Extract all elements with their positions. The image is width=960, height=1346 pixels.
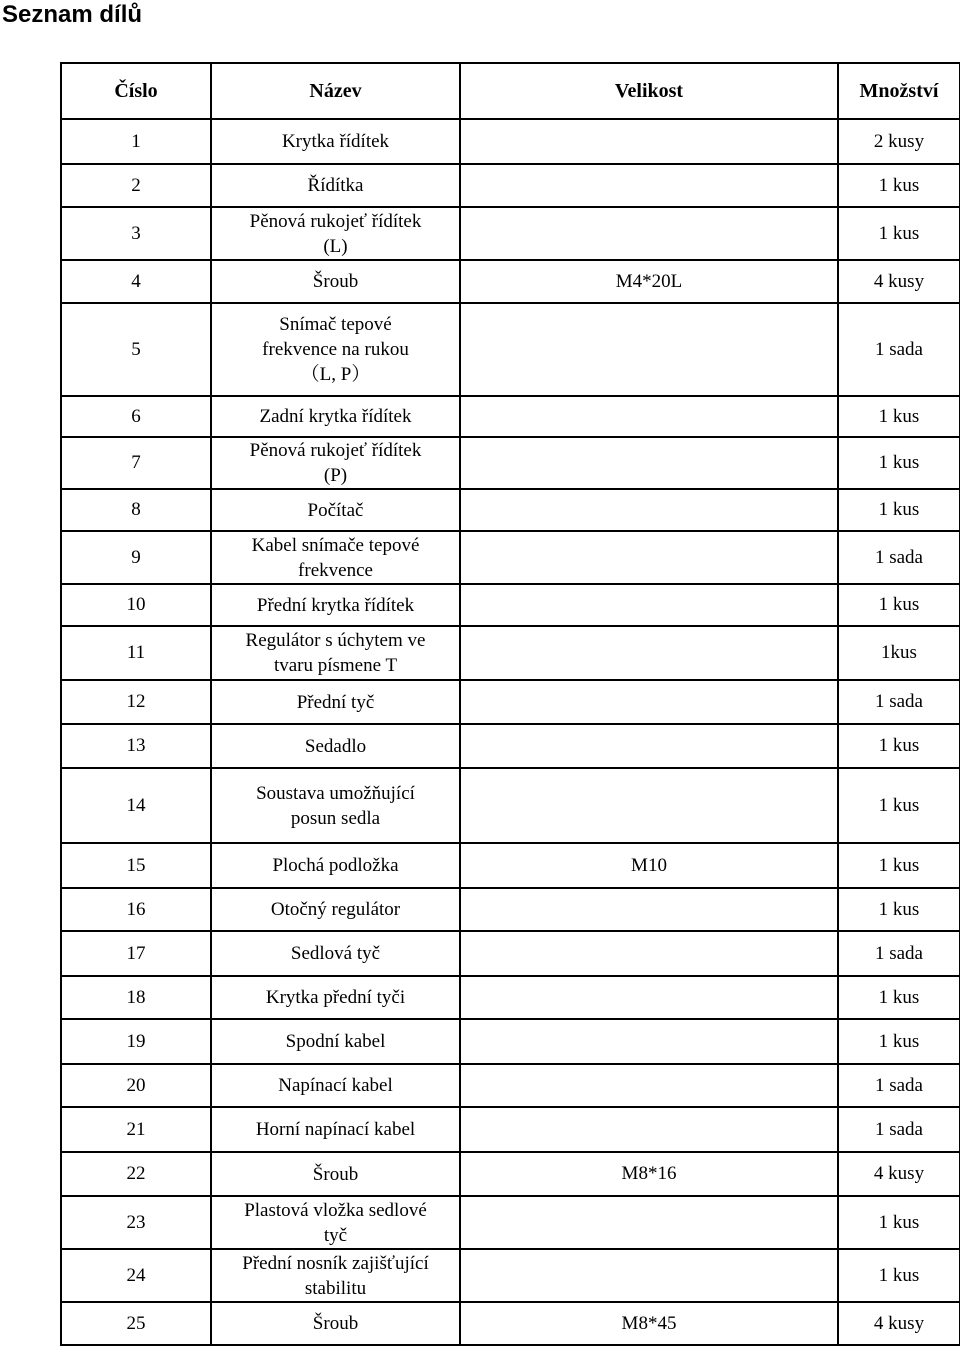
part-number-text: 16 — [126, 898, 146, 920]
header-name: Název — [211, 63, 460, 119]
part-quantity-text: 1 kus — [878, 405, 920, 427]
part-number-text: 3 — [131, 222, 141, 244]
part-name-text: Pěnová rukojeť řídítek (L) — [249, 210, 422, 257]
part-size-cell — [460, 531, 838, 584]
part-size-cell — [460, 888, 838, 931]
part-size-cell — [460, 119, 838, 164]
table-row — [61, 1196, 960, 1249]
part-size-cell — [460, 489, 838, 531]
part-name-text: Horní napínací kabel — [255, 1119, 416, 1140]
part-number-text: 22 — [126, 1163, 146, 1184]
part-number-cell — [61, 843, 211, 888]
part-number-text: 18 — [126, 986, 146, 1008]
part-quantity-text: 1 sada — [874, 691, 923, 712]
part-quantity-cell — [838, 931, 960, 976]
part-size-cell — [460, 1107, 838, 1152]
part-quantity-cell — [838, 1249, 960, 1302]
part-quantity-text: 1 kus — [878, 986, 920, 1008]
part-size-cell — [460, 626, 838, 680]
part-size-cell — [460, 680, 838, 724]
part-number-cell — [61, 1107, 211, 1152]
part-number-text: 21 — [126, 1118, 146, 1140]
part-quantity-cell — [838, 768, 960, 843]
part-name-cell — [211, 1064, 460, 1107]
part-number-text: 1 — [131, 130, 141, 152]
part-number-cell — [61, 724, 211, 768]
part-name-cell — [211, 119, 460, 164]
part-quantity-text: 1 kus — [878, 452, 920, 473]
part-number-cell — [61, 1019, 211, 1064]
part-number-cell — [61, 1196, 211, 1249]
table-row — [61, 768, 960, 843]
part-quantity-text: 1 sada — [874, 1074, 923, 1096]
part-number-cell — [61, 437, 211, 489]
part-quantity-text: 1 kus — [878, 735, 920, 756]
part-name-text: Sedadlo — [304, 735, 367, 757]
part-number-cell — [61, 396, 211, 437]
part-quantity-cell — [838, 303, 960, 396]
part-quantity-text: 1 kus — [878, 1264, 920, 1286]
part-number-text: 25 — [126, 1312, 146, 1334]
part-name-text: Napínací kabel — [278, 1075, 393, 1096]
part-number-text: 6 — [131, 405, 141, 427]
table-row — [61, 1019, 960, 1064]
part-quantity-cell — [838, 724, 960, 768]
part-name-text: Kabel snímače tepové frekvence — [251, 534, 420, 581]
part-name-text: Zadní krytka řídítek — [259, 406, 412, 427]
part-number-text: 12 — [126, 691, 146, 712]
part-size-cell — [460, 1302, 838, 1345]
part-name-text: Plastová vložka sedlové tyč — [244, 1199, 427, 1246]
part-number-cell — [61, 1249, 211, 1302]
part-number-text: 13 — [126, 735, 146, 756]
part-size-cell — [460, 1019, 838, 1064]
part-quantity-text: 1 sada — [874, 1118, 923, 1140]
part-quantity-cell — [838, 531, 960, 584]
header-row — [61, 63, 960, 119]
part-number-text: 19 — [126, 1030, 146, 1052]
part-name-text: Šroub — [312, 1313, 359, 1334]
part-quantity-cell — [838, 888, 960, 931]
part-size-cell — [460, 437, 838, 489]
part-size-text: M8*16 — [621, 1163, 677, 1184]
part-quantity-cell — [838, 626, 960, 680]
table-row — [61, 584, 960, 626]
parts-table — [60, 62, 960, 1346]
part-name-text: Šroub — [312, 271, 359, 292]
header-quantity: Množství — [838, 63, 960, 119]
table-row — [61, 976, 960, 1019]
part-name-text: Krytka přední tyči — [265, 987, 406, 1008]
part-name-cell — [211, 768, 460, 843]
part-size-cell — [460, 584, 838, 626]
part-number-cell — [61, 768, 211, 843]
part-name-cell — [211, 1107, 460, 1152]
table-row — [61, 207, 960, 260]
header-size: Velikost — [460, 63, 838, 119]
part-number-cell — [61, 976, 211, 1019]
table-row — [61, 1249, 960, 1302]
part-number-text: 7 — [131, 452, 141, 473]
part-quantity-text: 4 kusy — [873, 1163, 925, 1184]
part-quantity-text: 1 kus — [878, 898, 920, 920]
part-name-text: Počítač — [307, 499, 364, 521]
part-name-text: Šroub — [312, 1163, 359, 1185]
part-name-text: Snímač tepové frekvence na rukou （L, P） — [262, 314, 409, 385]
part-quantity-cell — [838, 1064, 960, 1107]
part-size-cell — [460, 931, 838, 976]
part-size-cell — [460, 724, 838, 768]
part-name-cell — [211, 843, 460, 888]
table-row — [61, 843, 960, 888]
part-quantity-text: 1kus — [881, 642, 917, 663]
part-quantity-cell — [838, 1107, 960, 1152]
part-name-cell — [211, 1249, 460, 1302]
part-size-text: M4*20L — [615, 270, 683, 292]
part-number-cell — [61, 164, 211, 207]
part-quantity-text: 1 sada — [874, 942, 923, 964]
part-size-cell — [460, 303, 838, 396]
part-quantity-text: 1 kus — [878, 854, 920, 876]
table-row — [61, 119, 960, 164]
part-name-text: Přední krytka řídítek — [256, 594, 415, 616]
part-number-text: 2 — [131, 174, 141, 196]
table-row — [61, 260, 960, 303]
part-quantity-text: 1 kus — [878, 794, 920, 816]
part-name-cell — [211, 931, 460, 976]
part-quantity-text: 4 kusy — [873, 1312, 925, 1334]
part-number-text: 8 — [131, 499, 141, 520]
part-number-cell — [61, 680, 211, 724]
part-number-text: 14 — [126, 794, 146, 816]
part-name-text: Plochá podložka — [272, 855, 399, 876]
part-number-cell — [61, 1302, 211, 1345]
part-quantity-text: 4 kusy — [873, 270, 925, 292]
part-quantity-cell — [838, 976, 960, 1019]
part-number-text: 20 — [126, 1074, 146, 1096]
part-quantity-text: 1 sada — [874, 546, 923, 568]
part-quantity-text: 1 kus — [878, 174, 920, 196]
part-quantity-cell — [838, 396, 960, 437]
part-number-cell — [61, 531, 211, 584]
part-size-cell — [460, 396, 838, 437]
part-quantity-text: 1 kus — [878, 499, 920, 520]
part-name-cell — [211, 584, 460, 626]
part-quantity-cell — [838, 680, 960, 724]
part-quantity-text: 1 kus — [878, 1211, 920, 1233]
part-number-cell — [61, 931, 211, 976]
part-name-cell — [211, 888, 460, 931]
part-number-cell — [61, 626, 211, 680]
part-size-cell — [460, 1064, 838, 1107]
part-name-text: Otočný regulátor — [270, 899, 401, 920]
part-size-cell — [460, 260, 838, 303]
part-quantity-text: 1 kus — [878, 222, 920, 244]
part-number-cell — [61, 207, 211, 260]
part-number-cell — [61, 1152, 211, 1196]
part-name-text: Přední tyč — [296, 691, 375, 713]
table-row — [61, 724, 960, 768]
part-quantity-cell — [838, 164, 960, 207]
part-name-cell — [211, 489, 460, 531]
table-row — [61, 888, 960, 931]
part-name-cell — [211, 1152, 460, 1196]
part-name-text: Řídítka — [307, 175, 364, 196]
part-name-cell — [211, 626, 460, 680]
part-name-text: Krytka řídítek — [281, 131, 390, 152]
table-row — [61, 1107, 960, 1152]
part-name-text: Sedlová tyč — [290, 943, 381, 964]
part-size-cell — [460, 1152, 838, 1196]
part-name-cell — [211, 724, 460, 768]
part-quantity-cell — [838, 584, 960, 626]
table-row — [61, 626, 960, 680]
part-quantity-text: 1 sada — [874, 338, 923, 360]
part-number-text: 10 — [126, 594, 146, 615]
part-quantity-cell — [838, 1196, 960, 1249]
header-number: Číslo — [61, 63, 211, 119]
part-quantity-cell — [838, 437, 960, 489]
part-number-cell — [61, 260, 211, 303]
part-name-cell — [211, 531, 460, 584]
part-number-cell — [61, 489, 211, 531]
part-quantity-cell — [838, 1152, 960, 1196]
part-number-text: 4 — [131, 270, 141, 292]
part-quantity-text: 2 kusy — [873, 130, 925, 152]
part-number-cell — [61, 584, 211, 626]
part-quantity-cell — [838, 1302, 960, 1345]
part-number-cell — [61, 303, 211, 396]
part-number-text: 24 — [126, 1264, 146, 1286]
part-name-cell — [211, 164, 460, 207]
page-title: Seznam dílů — [2, 1, 143, 28]
part-size-cell — [460, 1249, 838, 1302]
table-row — [61, 931, 960, 976]
part-name-cell — [211, 303, 460, 396]
table-row — [61, 1064, 960, 1107]
part-number-text: 15 — [126, 854, 146, 876]
table-row — [61, 303, 960, 396]
part-name-text: Spodní kabel — [285, 1031, 386, 1052]
part-size-cell — [460, 1196, 838, 1249]
table-row — [61, 680, 960, 724]
part-number-cell — [61, 1064, 211, 1107]
part-number-text: 23 — [126, 1211, 146, 1233]
part-size-text: M10 — [631, 854, 667, 876]
part-number-text: 9 — [131, 546, 141, 568]
table-row — [61, 396, 960, 437]
part-quantity-cell — [838, 260, 960, 303]
part-quantity-cell — [838, 1019, 960, 1064]
part-number-text: 17 — [126, 942, 146, 964]
table-row — [61, 489, 960, 531]
table-row — [61, 164, 960, 207]
part-name-cell — [211, 1019, 460, 1064]
part-size-cell — [460, 768, 838, 843]
parts-table-body — [61, 119, 960, 1345]
part-name-text: Soustava umožňující posun sedla — [256, 782, 415, 829]
part-name-cell — [211, 1196, 460, 1249]
part-name-cell — [211, 680, 460, 724]
part-quantity-cell — [838, 489, 960, 531]
part-size-cell — [460, 207, 838, 260]
part-name-cell — [211, 260, 460, 303]
part-quantity-text: 1 kus — [878, 1030, 920, 1052]
table-row — [61, 437, 960, 489]
part-quantity-text: 1 kus — [878, 594, 920, 615]
part-number-text: 5 — [131, 338, 141, 360]
part-number-cell — [61, 888, 211, 931]
part-name-cell — [211, 437, 460, 489]
part-name-text: Přední nosník zajišťující stabilitu — [242, 1252, 429, 1299]
part-name-cell — [211, 396, 460, 437]
part-name-cell — [211, 207, 460, 260]
table-row — [61, 1152, 960, 1196]
part-size-cell — [460, 164, 838, 207]
part-name-cell — [211, 1302, 460, 1345]
part-number-cell — [61, 119, 211, 164]
table-row — [61, 531, 960, 584]
part-name-text: Pěnová rukojeť řídítek (P) — [249, 440, 422, 486]
part-name-cell — [211, 976, 460, 1019]
part-size-cell — [460, 976, 838, 1019]
part-quantity-cell — [838, 843, 960, 888]
part-name-text: Regulátor s úchytem ve tvaru písmene T — [245, 630, 426, 676]
part-number-text: 11 — [126, 642, 146, 663]
part-quantity-cell — [838, 207, 960, 260]
table-row — [61, 1302, 960, 1345]
part-size-text: M8*45 — [621, 1312, 677, 1334]
part-size-cell — [460, 843, 838, 888]
part-quantity-cell — [838, 119, 960, 164]
